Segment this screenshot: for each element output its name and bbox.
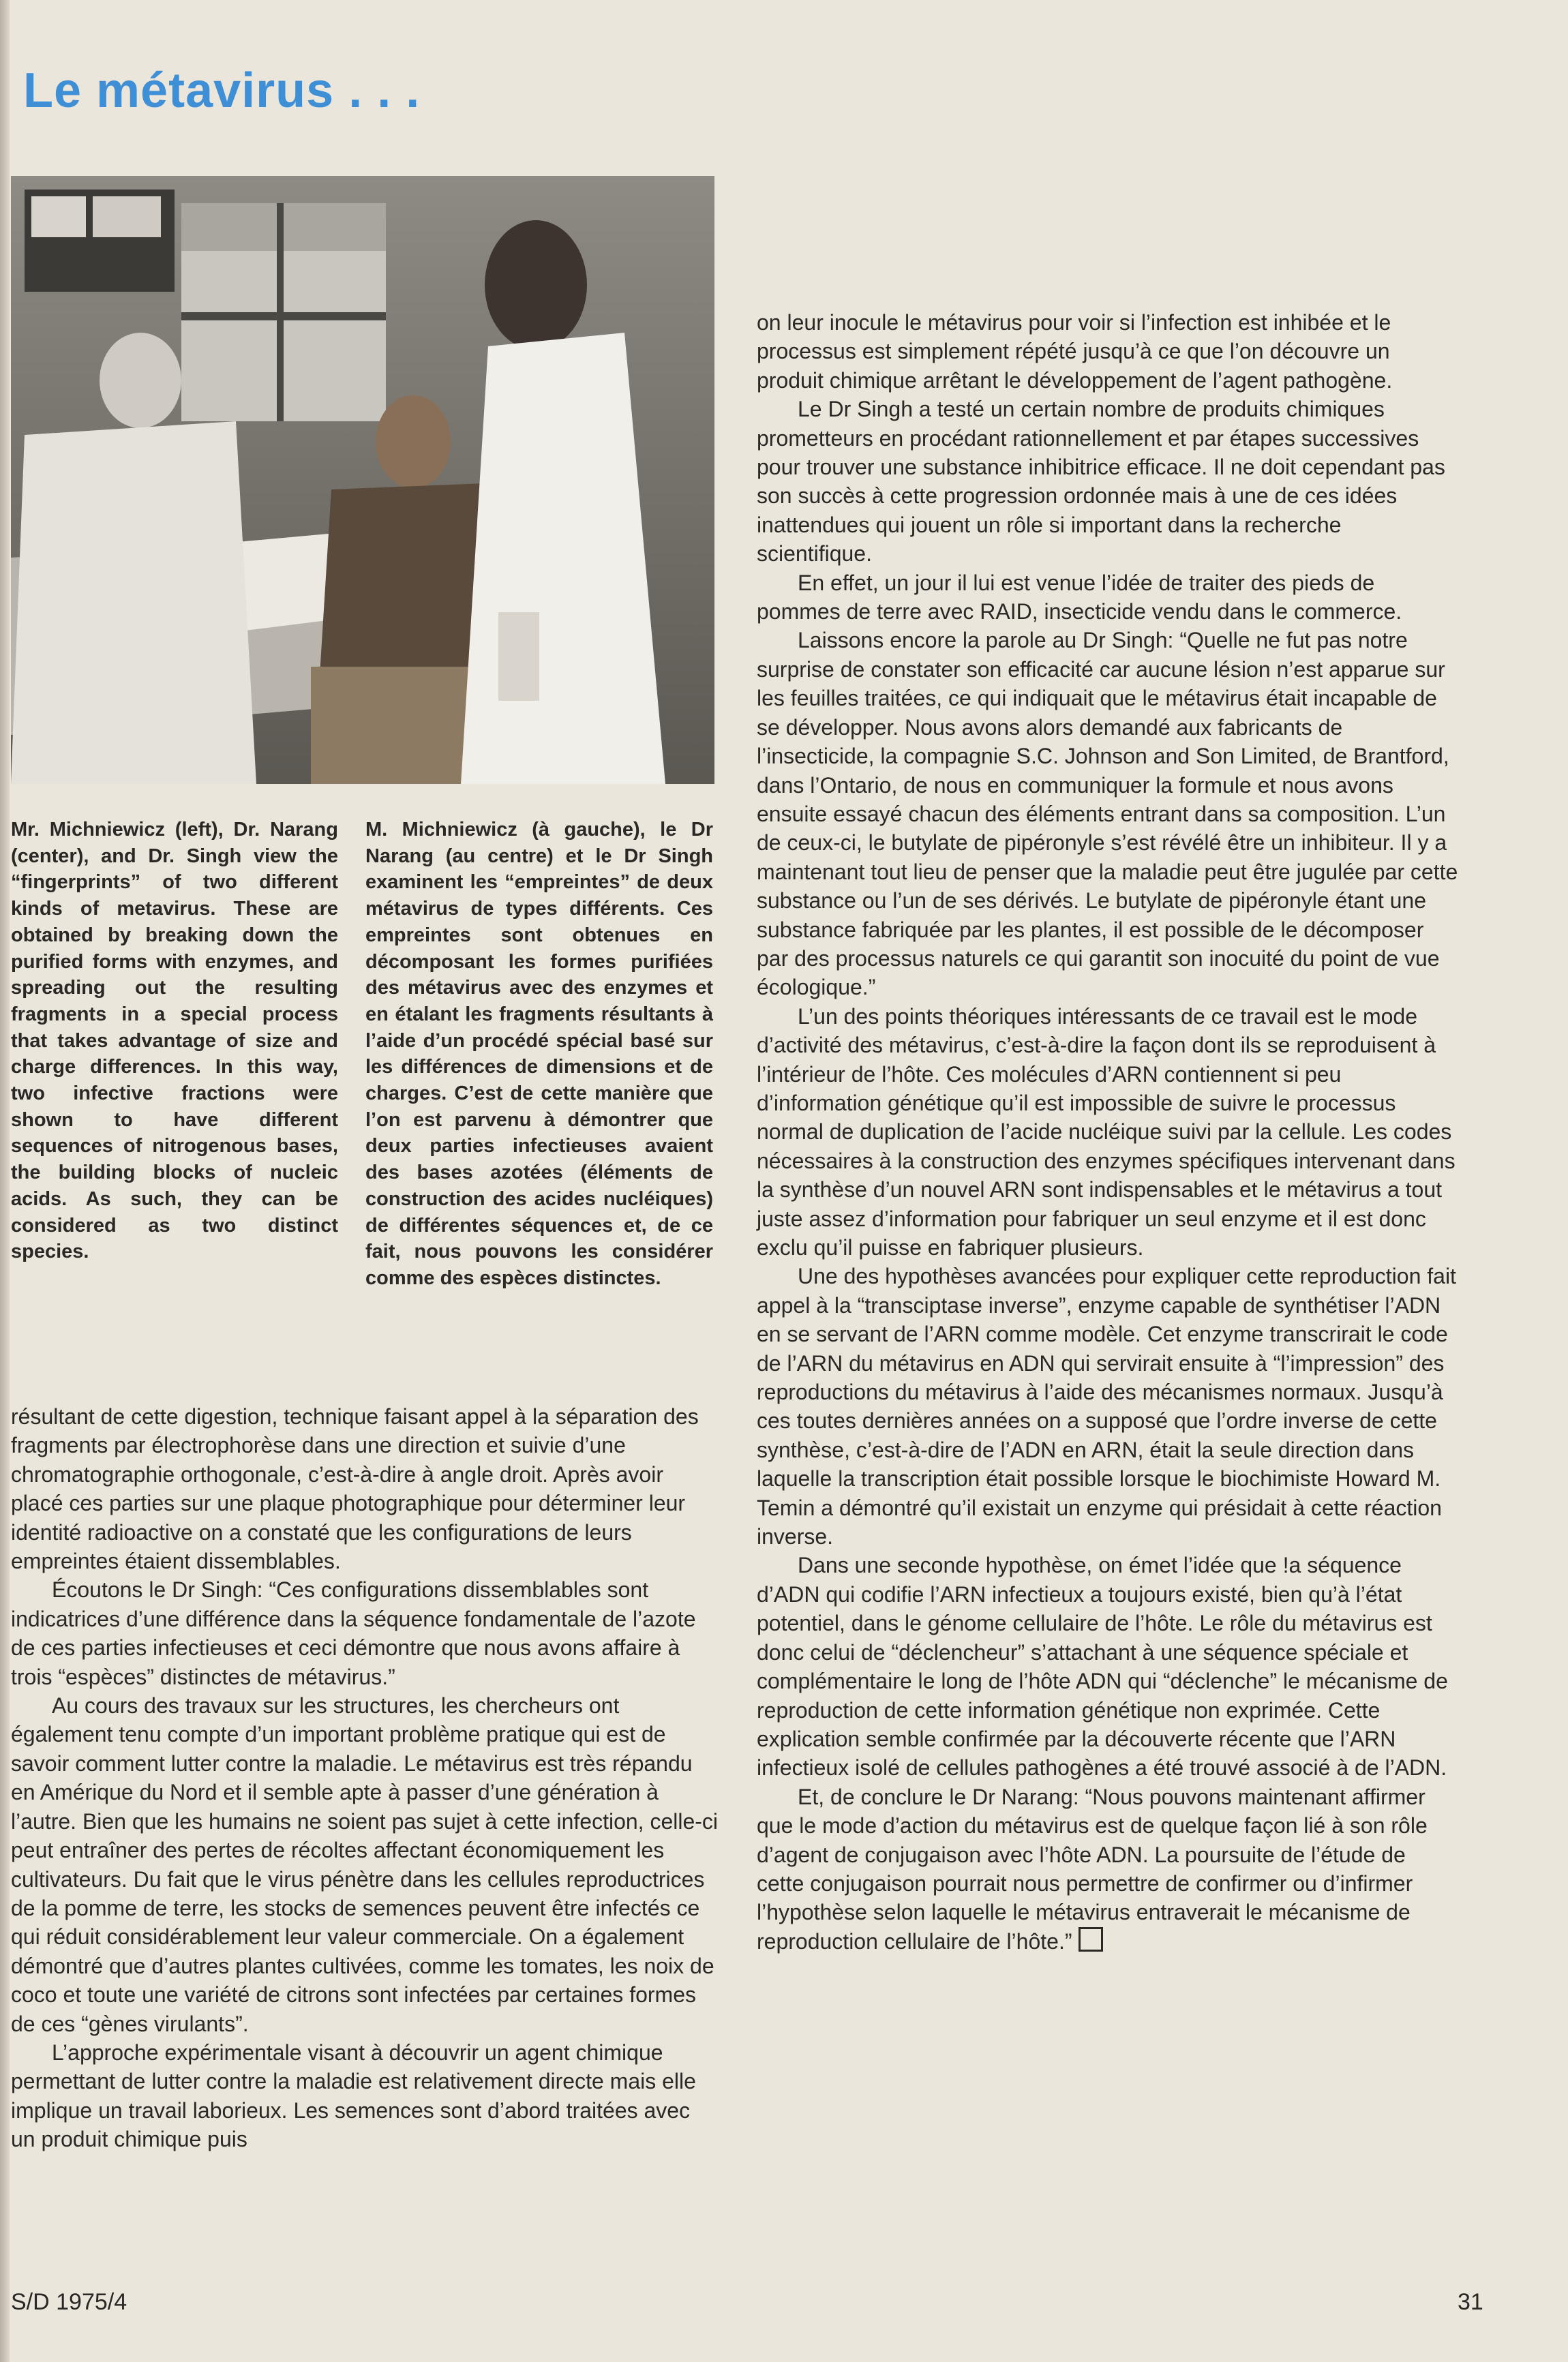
article-title: Le métavirus . . .	[23, 63, 421, 118]
paragraph: Au cours des travaux sur les structures, les chercheurs ont également tenu compte d’un important problème pratique qui est de savoir comment lutter contre la maladie. Le métavirus est très répandu en Amérique du Nord et il semble apte à passer d’une génération à l’autre. Bien que les humains ne soient pas sujet à cette infection, celle-ci peut entraîner des pertes de récoltes affectant économiquement les cultivateurs. Du fait que le virus pénètre dans les cellules reproductrices de la pomme de terre, les stocks de semences peuvent être infectés ce qui réduit considérablement leur valeur commerciale. On a également démontré que d’autres plantes cultivées, comme les tomates, les noix de coco et toute une variété de citrons sont infectées par certaines formes de ces “gènes virulants”.	[11, 1693, 719, 2036]
paragraph: L’approche expérimentale visant à découvrir un agent chimique permettant de lutter contre la maladie est relativement directe mais elle implique un travail laborieux. Les semences sont d’abord traitées avec un produit chimique puis	[11, 2040, 696, 2152]
paragraph-final	[757, 1783, 1459, 1956]
photo-caption-french: M. Michniewicz (à gauche), le Dr Narang (au centre) et le Dr Singh examinent les “empreintes” de deux métavirus de types différents. Ces empreintes sont obtenues en décomposant les formes purifiées des métavirus avec des enzymes et en étalant les fragments résultants à l’aide d’un procédé spécial basé sur les différences de dimensions et de charges. C’est de cette manière que l’on est parvenu à démontrer que deux parties infectieuses avaient des bases azotées (éléments de construction des acides nucléiques) de différentes séquences et, de ce fait, nous pouvons les considérer comme des espèces distinctes.	[365, 819, 713, 1289]
page-binding-edge	[0, 0, 10, 2362]
paragraph: Dans une seconde hypothèse, on émet l’idée que !a séquence d’ADN qui codifie l’ARN infectieux a toujours existé, bien qu’à l’état potentiel, dans le génome cellulaire de l’hôte. Le rôle du métavirus est donc celui de “déclencheur” s’attachant à une séquence spéciale et complémentaire le long de l’hôte ADN qui “déclenche” le mécanisme de reproduction de cette information génétique non exprimée. Cette explication semble confirmée par la découverte récente que l’ARN infectieux isolé de cellules pathogènes a été trouvé associé à de l’ADN.	[757, 1553, 1448, 1781]
lab-photo-image	[11, 176, 714, 784]
paragraph: on leur inocule le métavirus pour voir si l’infection est inhibée et le processus est simplement répété jusqu’à ce que l’on découvre un produit chimique arrêtant le développement de l’agent pathogène.	[757, 310, 1393, 393]
paragraph: En effet, un jour il lui est venue l’idée de traiter des pieds de pommes de terre avec RAID, insecticide vendu dans le commerce.	[757, 570, 1402, 624]
paragraph: résultant de cette digestion, technique faisant appel à la séparation des fragments par électrophorèse dans une direction et suivie d’une chromatographie orthogonale, c’est-à-dire à angle droit. Après avoir placé ces parties sur une plaque photographique pour déterminer leur identité radioactive on a constaté que les configurations de leurs empreintes étaient dissemblables.	[11, 1404, 699, 1574]
paragraph: Laissons encore la parole au Dr Singh: “Quelle ne fut pas notre surprise de constater son efficacité car aucune lésion n’est apparue sur les feuilles traitées, ce qui indiquait que le métavirus était incapable de se développer. Nous avons alors demandé aux fabricants de l’insecticide, la compagnie S.C. Johnson and Son Limited, de Brantford, dans l’Ontario, de nous en communiquer la formule et nous avons ensuite essayé chacun des éléments entrant dans sa composition. L’un de ceux-ci, le butylate de pipéronyle s’est révélé être un inhibiteur. Il y a maintenant tout lieu de penser que la maladie peut être jugulée par cette substance ou l’un de ses dérivés. Le butylate de pipéronyle étant une substance fabriquée par les plantes, il est possible de le décomposer par des processus naturels ce qui garantit son inocuité du point de vue écologique.”	[757, 628, 1458, 1000]
paragraph: Écoutons le Dr Singh: “Ces configurations dissemblables sont indicatrices d’une différence dans la séquence fondamentale de l’azote de ces parties infectieuses et ceci démontre que nous avons affaire à trois “espèces” distinctes de métavirus.”	[11, 1577, 696, 1689]
page-number: 31	[1458, 2289, 1483, 2315]
paragraph-final-text: Et, de conclure le Dr Narang: “Nous pouvons maintenant affirmer que le mode d’action du métavirus est de quelque façon lié à son rôle d’agent de conjugaison avec l’hôte ADN. La poursuite de l’étude de cette conjugaison pourrait nous permettre de confirmer ou d’infirmer l’hypothèse selon laquelle le métavirus entraverait le mécanisme de reproduction cellulaire de l’hôte.”	[757, 1784, 1428, 1954]
paragraph: Une des hypothèses avancées pour expliquer cette reproduction fait appel à la “transciptase inverse”, enzyme capable de synthétiser l’ADN en se servant de l’ARN comme modèle. Cet enzyme transcrirait le code de l’ARN du métavirus en ADN qui servirait ensuite à “l’impression” des reproductions du métavirus à l’aide des mécanismes normaux. Jusqu’à ces toutes dernières années on a supposé que l’ordre inverse de cette synthèse, c’est-à-dire de l’ADN en ARN, était la seule direction dans laquelle la transcription était possible lorsque le biochimiste Howard M. Temin a démontré qu’il existait un enzyme qui présidait à cette réaction inverse.	[757, 1264, 1456, 1549]
article-column-right	[757, 308, 1459, 1956]
photo-caption-english: Mr. Michniewicz (left), Dr. Narang (center), and Dr. Singh view the “fingerprints” of two different kinds of metavirus. These are obtained by breaking down the purified forms with enzymes, and spreading out the resulting fragments in a special process that takes advantage of size and charge differences. In this way, two infective fractions were shown to have different sequences of nitrogenous bases, the building blocks of nucleic acids. As such, they can be considered as two distinct species.	[11, 819, 338, 1263]
paragraph: L’un des points théoriques intéressants de ce travail est le mode d’activité des métavirus, c’est-à-dire la façon dont ils se reproduisent à l’intérieur de l’hôte. Ces molécules d’ARN contiennent si peu d’information génétique qu’il est impossible de suivre le processus normal de duplication de l’acide nucléique suivi par la cellule. Les codes nécessaires à la construction des enzymes spécifiques intervenant dans la synthèse d’un nouvel ARN sont indispensables et le métavirus a tout juste assez d’information pour fabriquer un seul enzyme et il est donc exclu qu’il puisse en fabriquer plusieurs.	[757, 1003, 1456, 1260]
article-column-left	[11, 1402, 720, 2154]
end-of-article-icon	[1079, 1927, 1103, 1952]
paragraph: Le Dr Singh a testé un certain nombre de produits chimiques prometteurs en procédant rationnellement et par étapes successives pour trouver une substance inhibitrice efficace. Il ne doit cependant pas son succès à cette progression ordonnée mais à une de ces idées inattendues qui jouent un rôle si important dans la recherche scientifique.	[757, 397, 1445, 566]
issue-label: S/D 1975/4	[11, 2289, 127, 2315]
